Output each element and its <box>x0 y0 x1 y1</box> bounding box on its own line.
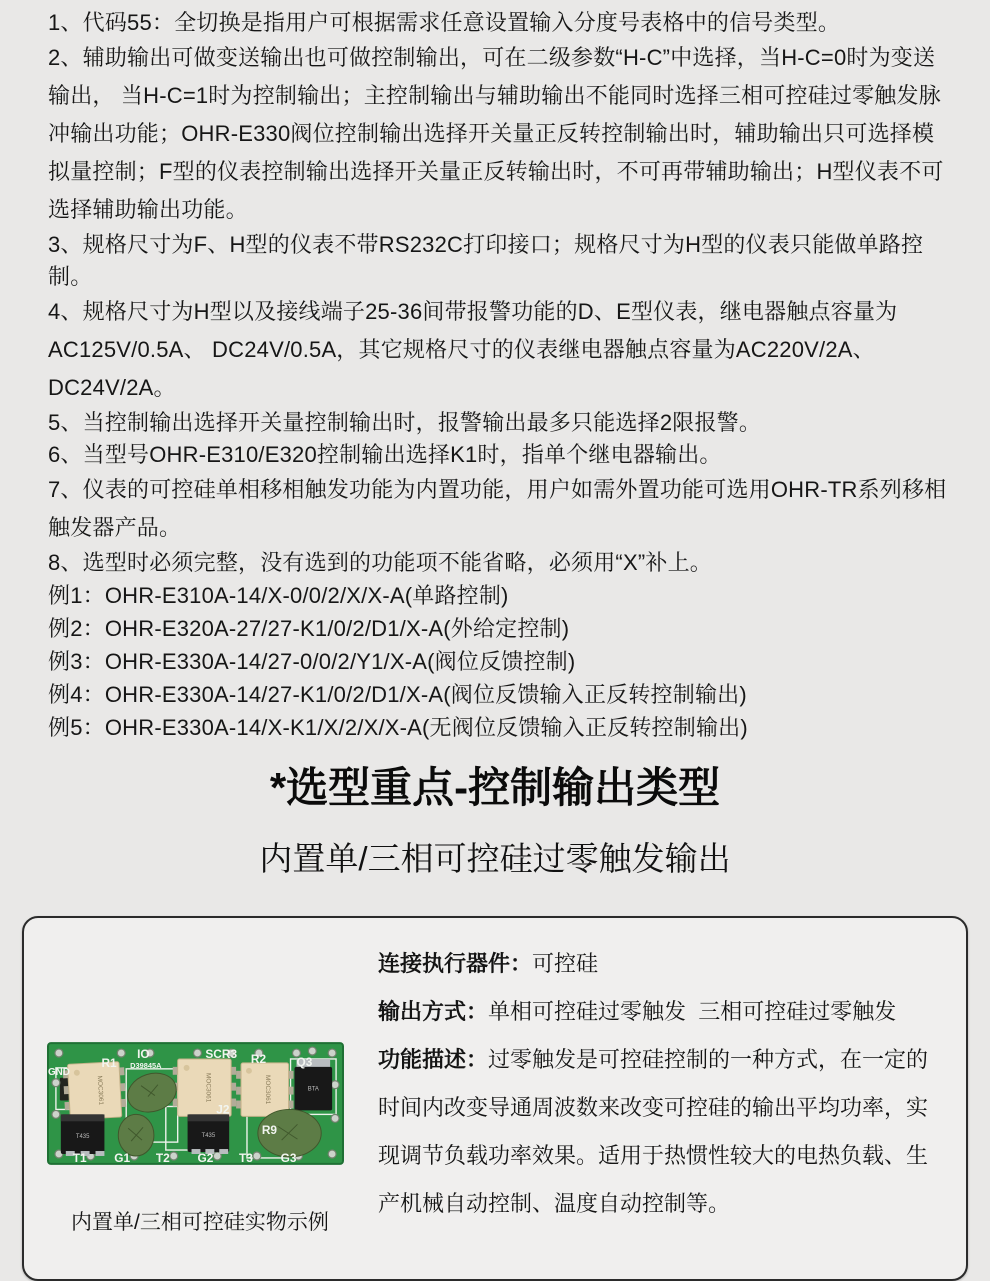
spec-row-actuator <box>378 940 938 988</box>
note-item-7: 7、仪表的可控硅单相移相触发功能为内置功能，用户如需外置功能可选用OHR-TR系列移相触发器产品。 <box>48 477 947 540</box>
spec-value: 单相可控硅过零触发 三相可控硅过零触发 <box>488 999 897 1024</box>
card-right-column <box>376 918 966 1279</box>
pcb-label-t1: T1 <box>72 1150 87 1165</box>
svg-text:T435: T435 <box>201 1133 216 1140</box>
spec-value: 过零触发是可控硅控制的一种方式，在一定的时间内改变导通周波数来改变可控硅的输出平均功率，实现调节负载功率效果。适用于热惯性较大的电热负载、生产机械自动控制、温度自动控制等。 <box>378 1047 929 1216</box>
pcb-label-q3: Q3 <box>296 1054 313 1069</box>
pcb-label-j2: J2 <box>216 1102 230 1117</box>
card-left-column <box>24 918 376 1279</box>
spec-row-output-mode <box>378 988 938 1036</box>
svg-text:T435: T435 <box>75 1134 90 1141</box>
spec-label: 功能描述： <box>378 1047 489 1072</box>
pcb-label-t2: T2 <box>155 1150 170 1165</box>
pcb-label-r2: R2 <box>250 1051 267 1066</box>
example-item-5: 例5：OHR-E330A-14/X-K1/X/2/X/X-A(无阀位反馈输入正反转控制输出) <box>48 715 748 740</box>
note-item-4: 4、规格尺寸为H型以及接线端子25-36间带报警功能的D、E型仪表，继电器触点容量为AC125V/0.5A、 DC24V/0.5A，其它规格尺寸的仪表继电器触点容量为AC220V/2A、DC24V/2A。 <box>48 299 898 400</box>
note-item-2: 2、辅助输出可做变送输出也可做控制输出，可在二级参数“H-C”中选择，当H-C=0时为变送输出， 当H-C=1时为控制输出；主控制输出与辅助输出不能同时选择三相可控硅过零触发脉冲输出功能；OHR-E330阀位控制输出选择开关量正反转控制输出时，辅助输出只可选择模拟量控制；F型的仪表控制输出选择开关量正反转输出时，不可再带辅助输出；H型仪表不可选择辅助输出功能。 <box>48 45 944 222</box>
pcb-label-r1: R1 <box>101 1055 117 1070</box>
example-item-2: 例2：OHR-E320A-27/27-K1/0/2/D1/X-A(外给定控制) <box>48 616 570 641</box>
note-item-1: 1、代码55：全切换是指用户可根据需求任意设置输入分度号表格中的信号类型。 <box>48 10 841 35</box>
note-item-8: 8、选型时必须完整，没有选到的功能项不能省略，必须用“X”补上。 <box>48 550 712 575</box>
chip-marking: MOC3061 <box>95 1075 105 1106</box>
spec-label: 连接执行器件： <box>378 951 533 976</box>
example-item-3: 例3：OHR-E330A-14/27-0/0/2/Y1/X-A(阀位反馈控制) <box>48 649 576 674</box>
example-item-1: 例1：OHR-E310A-14/X-0/0/2/X/X-A(单路控制) <box>48 583 509 608</box>
pcb-label-t3: T3 <box>239 1150 253 1165</box>
pcb-label-g1: G1 <box>114 1150 131 1165</box>
spec-row-description <box>378 1036 938 1228</box>
note-item-6: 6、当型号OHR-E310/E320控制输出选择K1时，指单个继电器输出。 <box>48 442 722 467</box>
pcb-label-g3: G3 <box>280 1150 297 1165</box>
pcb-label-dcode: D39845A <box>130 1060 162 1070</box>
chip-marking: MOC3061 <box>204 1073 212 1103</box>
pcb-photo <box>47 1041 344 1166</box>
chip-marking: MOC3061 <box>263 1074 271 1105</box>
pcb-label-r9: R9 <box>261 1123 278 1138</box>
pcb-label-scr3: SCR3 <box>205 1046 238 1061</box>
section-title: *选型重点-控制输出类型 <box>269 764 721 811</box>
scr-output-card <box>22 916 968 1281</box>
pcb-label-g2: G2 <box>197 1150 214 1165</box>
spec-value: 可控硅 <box>532 951 599 976</box>
example-item-4: 例4：OHR-E330A-14/27-K1/0/2/D1/X-A(阀位反馈输入正反转控制输出) <box>48 682 747 707</box>
pcb-optocouplers <box>63 1059 294 1120</box>
pcb-label-gnd: GND <box>47 1066 70 1078</box>
pcb-label-io: IO <box>137 1046 150 1061</box>
pcb-caption: 内置单/三相可控硅实物示例 <box>71 1211 329 1234</box>
note-item-5: 5、当控制输出选择开关量控制输出时，报警输出最多只能选择2限报警。 <box>48 410 762 435</box>
section-subtitle: 内置单/三相可控硅过零触发输出 <box>259 840 731 877</box>
spec-label: 输出方式： <box>378 999 489 1024</box>
note-item-3: 3、规格尺寸为F、H型的仪表不带RS232C打印接口；规格尺寸为H型的仪表只能做单路控制。 <box>48 232 924 289</box>
svg-text:BTA: BTA <box>307 1086 319 1093</box>
